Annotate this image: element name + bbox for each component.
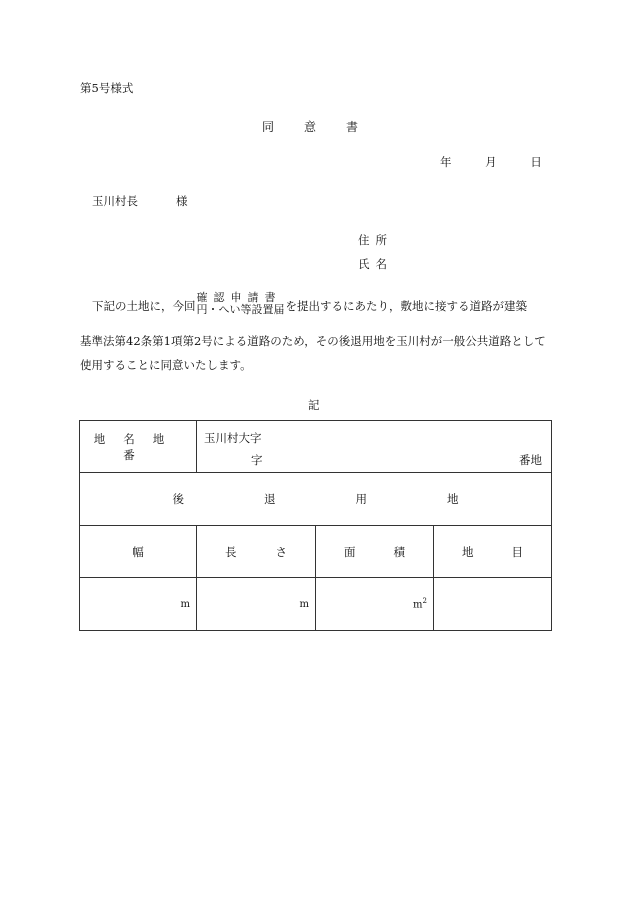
addressee-honorific: 様: [176, 194, 188, 208]
name-label: 氏名: [358, 257, 393, 271]
addressee: [92, 193, 188, 209]
area-unit-sup: 2: [422, 597, 427, 606]
length-unit: m: [299, 598, 309, 610]
width-value-cell[interactable]: [80, 578, 197, 631]
area-value-cell[interactable]: [316, 578, 434, 631]
area-label-2: 積: [393, 544, 405, 559]
choice-fence-notice: 円・へい等設置届: [196, 303, 285, 316]
body-paragraph-3: 使用することに同意いたします。: [80, 358, 252, 372]
document-title: 同意書: [261, 120, 388, 134]
address-label: 住所: [358, 233, 393, 247]
date-month: 月: [485, 155, 497, 169]
width-unit: m: [180, 598, 190, 610]
col-header-width: [80, 526, 197, 578]
date-year: 年: [440, 155, 452, 169]
col-header-area: [316, 526, 434, 578]
para1-lead: 下記の土地に，今回: [92, 299, 196, 313]
col-header-length: [197, 526, 316, 578]
setback-header: [80, 473, 552, 526]
location-banchi: 番地: [519, 453, 543, 467]
choice-confirmation-application: 確認申請書: [196, 291, 282, 304]
location-aza: 字: [251, 453, 263, 467]
setback-char-1: 後: [172, 492, 184, 506]
setback-char-3: 用: [355, 492, 367, 506]
landuse-label-2: 目: [511, 544, 524, 559]
location-prefix: 玉川村大字: [204, 431, 262, 445]
application-type-choice: [197, 292, 285, 316]
length-value-cell[interactable]: [197, 578, 316, 631]
date-line: [440, 154, 542, 170]
location-value-cell[interactable]: [197, 421, 552, 473]
date-day: 日: [530, 155, 542, 169]
landuse-value-cell[interactable]: [434, 578, 552, 631]
length-label-1: 長: [225, 544, 237, 559]
setback-char-2: 退: [264, 492, 276, 506]
body-paragraph-2: 基準法第42条第1項第2号による道路のため，その後退用地を玉川村が一般公共道路として: [80, 334, 546, 348]
form-number: 第5号様式: [80, 81, 134, 95]
location-label-cell: [80, 421, 197, 473]
landuse-label-1: 地: [462, 544, 474, 559]
area-label-1: 面: [344, 544, 356, 559]
length-label-2: さ: [275, 544, 287, 559]
location-label: 地名地番: [93, 431, 183, 462]
addressee-name: 玉川村長: [92, 194, 138, 208]
width-label: 幅: [132, 544, 144, 559]
setback-land-table: [79, 420, 552, 631]
area-unit: m: [413, 599, 423, 611]
setback-char-4: 地: [447, 492, 459, 506]
para1-tail: を提出するにあたり，敷地に接する道路が建築: [285, 299, 527, 313]
body-paragraph-1: [92, 291, 527, 318]
col-header-landuse: [434, 526, 552, 578]
ki-heading: 記: [308, 398, 320, 412]
